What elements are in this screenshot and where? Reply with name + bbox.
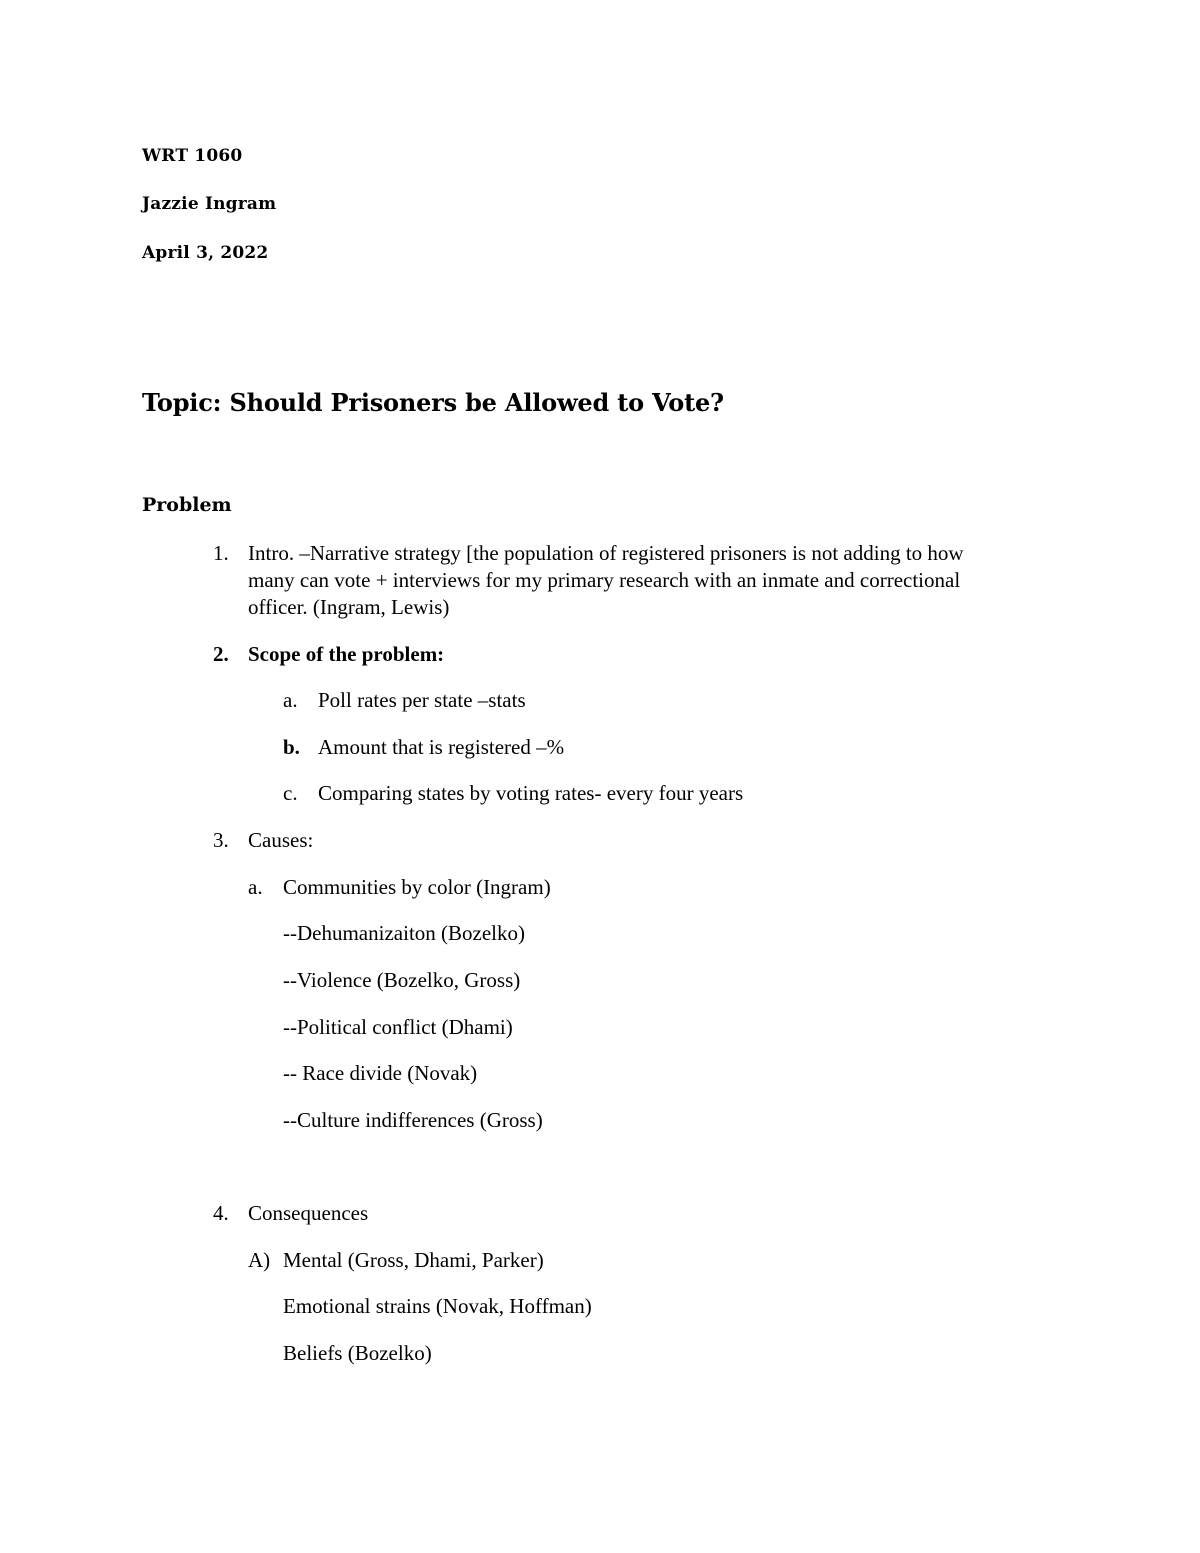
item-3a-text: Communities by color (Ingram) xyxy=(283,875,551,899)
cause-detail: -- Race divide (Novak) xyxy=(283,1061,478,1085)
document-date: April 3, 2022 xyxy=(142,243,269,263)
item-1-line-2: many can vote + interviews for my primary research with an inmate and correctional xyxy=(248,568,961,592)
section-heading-problem: Problem xyxy=(142,494,232,516)
item-2c-text: Comparing states by voting rates- every four years xyxy=(318,781,744,805)
cause-detail: --Culture indifferences (Gross) xyxy=(283,1108,543,1132)
item-2-marker: 2. xyxy=(213,642,229,666)
item-3-marker: 3. xyxy=(213,828,229,852)
item-2b-marker: b. xyxy=(283,735,300,759)
item-2a-marker: a. xyxy=(283,688,298,712)
cause-detail: --Dehumanizaiton (Bozelko) xyxy=(283,921,525,945)
item-2a-text: Poll rates per state –stats xyxy=(318,688,526,712)
item-2c-marker: c. xyxy=(283,781,298,805)
item-2b-text: Amount that is registered –% xyxy=(318,735,565,759)
consequence-detail: Emotional strains (Novak, Hoffman) xyxy=(283,1294,592,1318)
item-2-text: Scope of the problem: xyxy=(248,642,445,666)
item-4-text: Consequences xyxy=(248,1201,369,1225)
item-4-marker: 4. xyxy=(213,1201,229,1225)
item-1-marker: 1. xyxy=(213,541,229,565)
item-4a-marker: A) xyxy=(248,1248,271,1272)
item-3a-marker: a. xyxy=(248,875,263,899)
cause-detail: --Political conflict (Dhami) xyxy=(283,1015,513,1039)
consequence-detail: Beliefs (Bozelko) xyxy=(283,1341,432,1365)
course-code: WRT 1060 xyxy=(142,146,243,166)
item-3-text: Causes: xyxy=(248,828,314,852)
item-4a-text: Mental (Gross, Dhami, Parker) xyxy=(283,1248,544,1272)
author-name: Jazzie Ingram xyxy=(142,194,277,214)
item-1-line-3: officer. (Ingram, Lewis) xyxy=(248,595,450,619)
item-1-line-1: Intro. –Narrative strategy [the population of registered prisoners is not adding to how xyxy=(248,541,964,565)
cause-detail: --Violence (Bozelko, Gross) xyxy=(283,968,521,992)
topic-heading: Topic: Should Prisoners be Allowed to Vote? xyxy=(142,388,724,417)
